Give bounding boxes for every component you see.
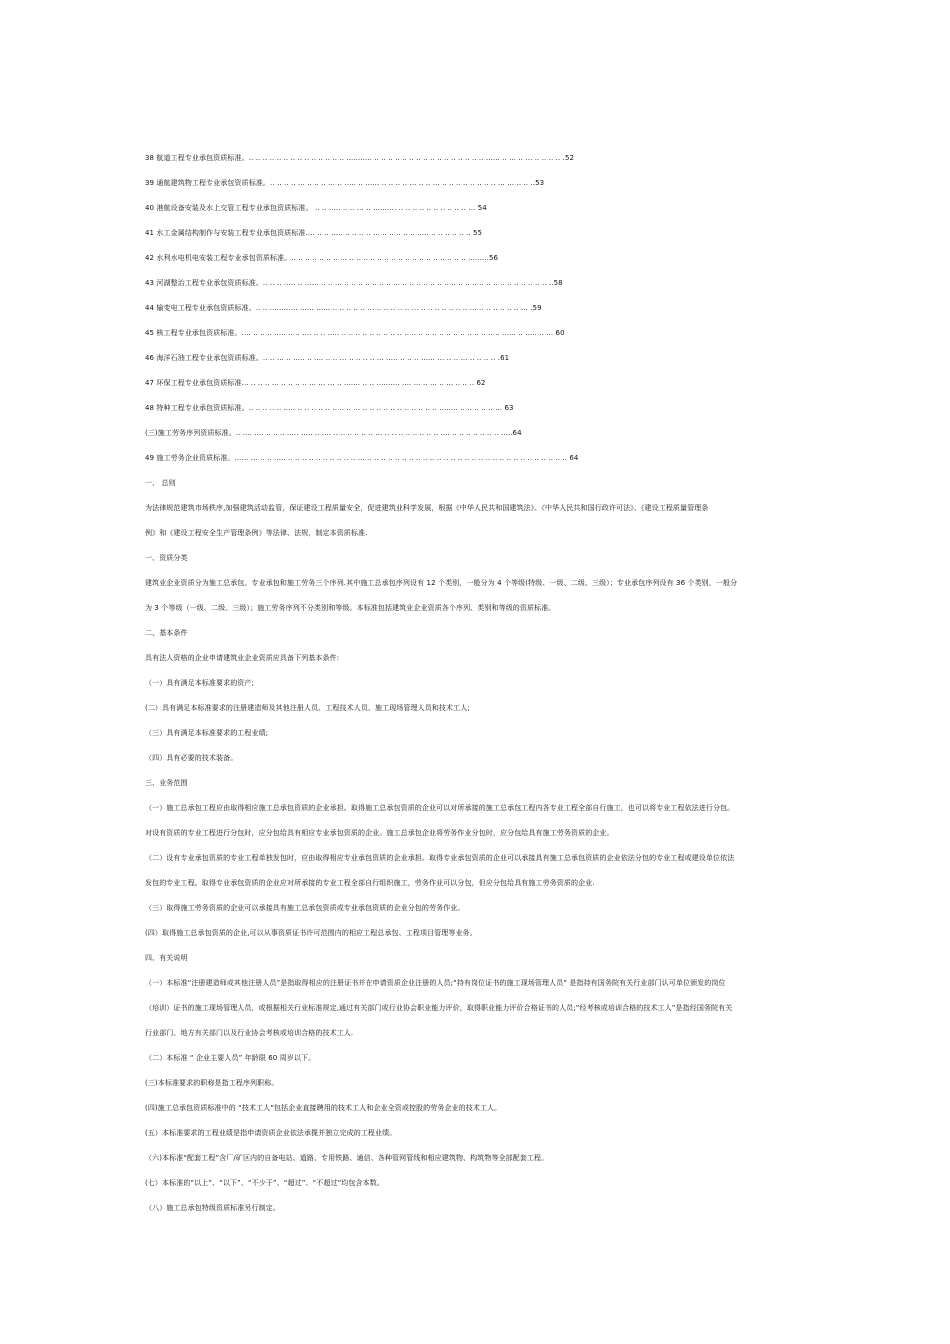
paragraph-line: （六)本标准“配套工程”含厂/矿区内的自备电站、道路、专用铁路、通信、各种管网管线和相应建筑物、构筑物等全部配套工程。 (145, 1154, 549, 1162)
toc-line-40[interactable]: 40 港航设备安装及水上交管工程专业承包资质标准。 .. .. ..... .. .. ... .. .......... .. .. .. .. .. .. .. .. .. .. ... 54 (145, 204, 487, 212)
paragraph-line: (三)本标准要求的职称是指工程序列职称。 (145, 1079, 279, 1087)
paragraph-line: 为 3 个等级（一级、二级、三级）；施工劳务序列不分类别和等级。本标准包括建筑业企业资质各个序列、类别和等级的资质标准。 (145, 604, 556, 612)
paragraph-line: 对设有资质的专业工程进行分包时，应分包给具有相应专业承包资质的企业。施工总承包企业将劳务作业分包时，应分包给具有施工劳务资质的企业。 (145, 829, 614, 837)
section-heading: 二、基本条件 (145, 629, 188, 637)
paragraph-line: （八）施工总承包特级资质标准另行制定。 (145, 1204, 280, 1212)
toc-line-41[interactable]: 41 水工金属结构制作与安装工程专业承包资质标准.... .. .. ..... .. .. .. .. ... .. .. .. .. .. ..... .. .. .. .. .. .. 55 (145, 229, 483, 237)
toc-line-45[interactable]: 45 核工程专业承包资质标准。.... .. .. .. ..... .. .. .... .. .. ..... .. .. .. .. .. .. .. .. .. .. .. .. .. .. .. .. .. .. .. .. .. .. .. ...... .. ..... .. ... 60 (145, 329, 565, 337)
paragraph-line: 发包的专业工程。取得专业承包资质的企业应对所承接的专业工程全部自行组织施工，劳务作业可以分包，但应分包给具有施工劳务资质的企业. (145, 879, 595, 887)
paragraph-line: 为法律规范建筑市场秩序,加强建筑活动监管，保证建设工程质量安全，促进建筑业科学发展，根据《中华人民共和国建筑法》、《中华人民共和国行政许可法》、《建设工程质量管理条 (145, 504, 709, 512)
toc-line-48[interactable]: 48 特种工程专业承包资质标准。.. .. .. .. .. ..... .. .. .. .. .. .. .. .. ... .. .. .. .. .. .. .. .. .. .. .. ........ .. .. .. .. .. ... 63 (145, 404, 514, 412)
list-item: (二）具有满足本标准要求的注册建造师及其他注册人员、工程技术人员、施工现场管理人员和技术工人; (145, 704, 470, 712)
paragraph-line: (五）本标准要求的工程业绩是指申请资质企业依法承揽并独立完成的工程业绩。 (145, 1129, 397, 1137)
list-item: （三）具有满足本标准要求的工程业绩; (145, 729, 269, 737)
paragraph-line: （培训）证书的施工现场管理人员，或根据相关行业标准规定,通过有关部门或行业协会职业能力评价，取得职业能力评价合格证书的人员;“经考核或培训合格的技术工人”是指经国务院有关 (145, 1004, 733, 1012)
section-heading-general: 一、 总则 (145, 479, 176, 487)
toc-line-39[interactable]: 39 通航建筑物工程专业承包资质标准。.. .. .. .. ... .. .. .. ... .. ..... .. ...... .. .. .. .. ... .. .. ... .. .. .. .. .. .. .. .. ... ... .. .. ..53 (145, 179, 545, 187)
paragraph-line: (四)施工总承包资质标准中的 “技术工人”包括企业直接聘用的技术工人和企业全资或控股的劳务企业的技术工人。 (145, 1104, 502, 1112)
paragraph-line: (七）本标准的“以上”、“以下”、“不少于”、“超过”、“不超过”均包含本数。 (145, 1179, 384, 1187)
paragraph-line: 例》和《建设工程安全生产管理条例》等法律、法规，制定本资质标准. (145, 529, 368, 537)
section-heading: 四、有关说明 (145, 954, 188, 962)
paragraph-line: （一）施工总承包工程应由取得相应施工总承包资质的企业承担。取得施工总承包资质的企业可以对所承接的施工总承包工程内各专业工程全部自行施工，也可以将专业工程依法进行分包。 (145, 804, 735, 812)
toc-line-44[interactable]: 44 输变电工程专业承包资质标准。.. .. ............ ...... ...... .. .. .. .. .. ... .. .. .. .. .. ... .. .. .. .. .. .. .. ... .. .. .. .. .. .. ... .59 (145, 304, 542, 312)
section-heading: 三、业务范围 (145, 779, 188, 787)
toc-line-section-3[interactable]: (三)施工劳务序列资质标准。.. .... .... .. .. .. ..... ..... .. .... .. .. .. .. .. .. ... .. .. .. .. .. .. .. .. .... .. .. .. .. .. .. .. .....64 (145, 429, 522, 437)
paragraph-line: （二）本标准 “ 企业主要人员” 年龄限 60 周岁以下。 (145, 1054, 316, 1062)
paragraph-line: （三）取得施工劳务资质的企业可以承接具有施工总承包资质或专业承包资质的企业分包的劳务作业。 (145, 904, 465, 912)
toc-line-43[interactable]: 43 河湖整治工程专业承包资质标准。.. .. .. ..... .. ...... .. .. ... .. .. .. .. .. .. .. ... .. .. .. .. .. .. .. .. .. .. .. .. .. .. .. .. .. .. .. .. .. ..58 (145, 279, 563, 287)
toc-line-46[interactable]: 46 海洋石油工程专业承包资质标准。.. .. ... .. ..... .. .... .. .. ... .. .. .. .. ... ..... .. .. .. ...... ... .. .. ... .. .. .. .. .61 (145, 354, 510, 362)
paragraph-line: 行业部门、地方有关部门以及行业协会考核或培训合格的技术工人. (145, 1029, 354, 1037)
paragraph-line: (四）取得施工总承包资质的企业,可以从事资质证书许可范围内的相应工程总承包、工程项目管理等业务。 (145, 929, 477, 937)
paragraph-line: （一）本标准“注册建造师或其他注册人员”是指取得相应的注册证书并在申请资质企业注册的人员;“持有岗位证书的施工现场管理人员” 是指持有国务院有关行业部门认可单位颁发的岗位 (145, 979, 726, 987)
paragraph-line: （二）设有专业承包资质的专业工程单独发包时，应由取得相应专业承包资质的企业承担。取得专业承包资质的企业可以承接具有施工总承包资质的企业依法分包的专业工程或建设单位依法 (145, 854, 735, 862)
paragraph-line: 具有法人资格的企业申请建筑业企业资质应具备下列基本条件: (145, 654, 340, 662)
toc-line-38[interactable]: 38 航道工程专业承包资质标准。.. .. .. .. .. .. .. .. .. .. .. .. .. .. ........... .. .. .. .. .. .. .. .. .. .. .. .. .. .. .. .. ...... .. ... .. ... .. .. .. .. .52 (145, 154, 575, 162)
toc-line-49[interactable]: 49 施工劳务企业资质标准。...... ... .. .. ..... .. .. .. .. .. .. .. .. .. .. ... .. .. .. .. .. .. .. .. .. .. .. .. .. .. .. .. .. .. .. .. .. .. .. .. .. .. .. .. .. 64 (145, 454, 579, 462)
section-heading: 一、资质分类 (145, 554, 188, 562)
list-item: （一）具有满足本标准要求的资产; (145, 679, 254, 687)
list-item: （四）具有必要的技术装备。 (145, 754, 238, 762)
paragraph-line: 建筑业企业资质分为施工总承包、专业承包和施工劳务三个序列.其中施工总承包序列设有 12 个类别，一般分为 4 个等级(特级、一级、二级、三级）；专业承包序列设有 36 个类别，一般分 (145, 579, 738, 587)
toc-line-42[interactable]: 42 水利水电机电安装工程专业承包资质标准。.. .. .. .. .. .. .. ... .. .. .. .. .. .. .. .. .. .. .. .. .. .. .. .. .. .........56 (145, 254, 499, 262)
toc-line-47[interactable]: 47 环保工程专业承包资质标准... .. .. .. ... .. .. .. .. ... ... ... .. ....... .. .. .......... .... ... .. ... .. ... .. .. .. 62 (145, 379, 486, 387)
